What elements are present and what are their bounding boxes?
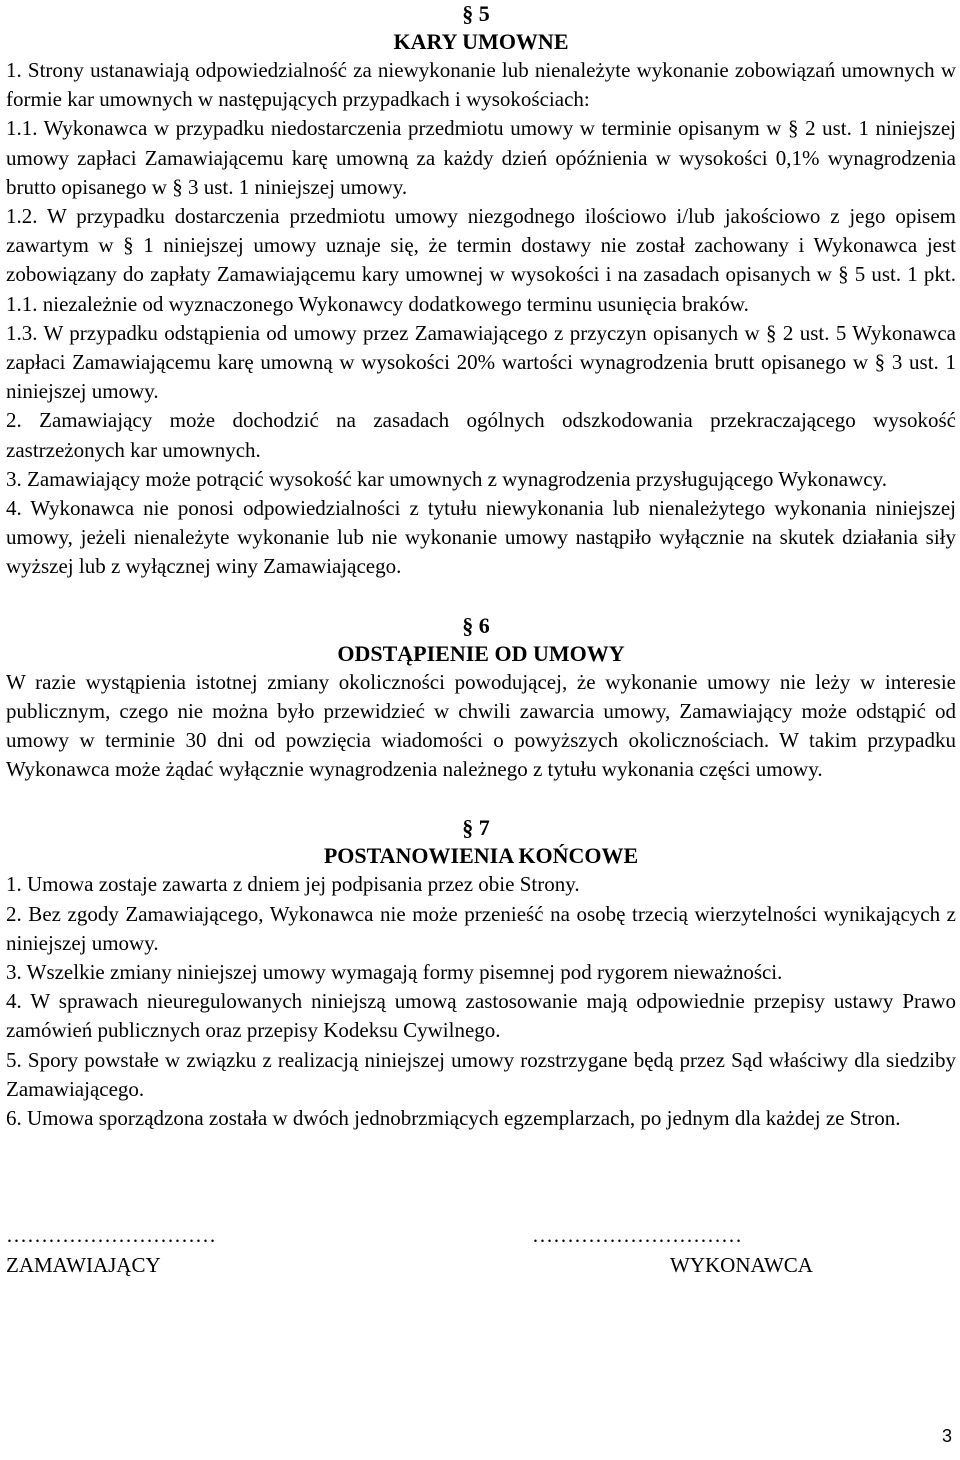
s5-paragraph: 2. Zamawiający może dochodzić na zasadach ogólnych odszkodowania przekraczającego wysokość zastrzeżonych kar umownych. (6, 408, 956, 462)
signature-line-right: ………………………… (532, 1223, 742, 1247)
page-number: 3 (941, 1426, 952, 1446)
signature-label-zamawiajacy: ZAMAWIAJĄCY (6, 1253, 161, 1277)
s5-paragraph: 1.2. W przypadku dostarczenia przedmiotu umowy niezgodnego ilościowo i/lub jakościowo z jego opisem zawartym w § 1 niniejszej umowy uznaje się, że termin dostawy nie został zachowany i Wykonawca jest zobowiązany do zapłaty Zamawiającemu kary umownej w wysokości i na zasadach opisanych w § 5 ust. 1 pkt. 1.1. niezależnie od wyznaczonego Wykonawcy dodatkowego terminu usunięcia braków. (6, 204, 956, 316)
section-5-title: KARY UMOWNE (393, 29, 569, 54)
s7-paragraph: 6. Umowa sporządzona została w dwóch jednobrzmiących egzemplarzach, po jednym dla każdej ze Stron. (6, 1106, 901, 1131)
s5-paragraph: 3. Zamawiający może potrącić wysokość kar umownych z wynagrodzenia przysługującego Wykonawcy. (6, 466, 888, 491)
section-7-number: § 7 (462, 815, 490, 841)
s6-paragraph: W razie wystąpienia istotnej zmiany okoliczności powodującej, że wykonanie umowy nie leży w interesie publicznym, czego nie można było przewidzieć w chwili zawarcia umowy, Zamawiający może odstąpić od umowy w terminie 30 dni od powzięcia wiadomości o powyższych okolicznościach. W takim przypadku Wykonawca może żądać wyłącznie wynagrodzenia należnego z tytułu wykonania części umowy. (6, 669, 956, 782)
section-6-number: § 6 (462, 612, 490, 638)
s5-paragraph: 1.1. Wykonawca w przypadku niedostarczenia przedmiotu umowy w terminie opisanym w § 2 ust. 1 niniejszej umowy zapłaci Zamawiającemu karę umowną za każdy dzień opóźnienia w wysokości 0,1% wynagrodzenia brutto opisanego w § 3 ust. 1 niniejszej umowy. (6, 116, 956, 199)
s5-paragraph: 4. Wykonawca nie ponosi odpowiedzialności z tytułu niewykonania lub nienależytego wykonania niniejszej umowy, jeżeli nienależyte wykonanie lub nie wykonanie umowy nastąpiło wyłącznie na skutek działania siły wyższej lub z wyłącznej winy Zamawiającego. (6, 496, 956, 579)
s5-paragraph: 1. Strony ustanawiają odpowiedzialność za niewykonanie lub nienależyte wykonanie zobowiązań umownych w formie kar umownych w następujących przypadkach i wysokościach: (6, 58, 956, 112)
s7-paragraph: 2. Bez zgody Zamawiającego, Wykonawca nie może przenieść na osobę trzecią wierzytelności wynikających z niniejszej umowy. (6, 901, 956, 955)
s7-paragraph: 5. Spory powstałe w związku z realizacją niniejszej umowy rozstrzygane będą przez Sąd właściwy dla siedziby Zamawiającego. (6, 1047, 956, 1101)
document-page (6, 0, 956, 1133)
s7-paragraph: 4. W sprawach nieuregulowanych niniejszą umową zastosowanie mają odpowiednie przepisy ustawy Prawo zamówień publicznych oraz przepisy Kodeksu Cywilnego. (6, 989, 956, 1043)
section-6-title: ODSTĄPIENIE OD UMOWY (337, 640, 625, 666)
s5-paragraph: 1.3. W przypadku odstąpienia od umowy przez Zamawiającego z przyczyn opisanych w § 2 ust. 5 Wykonawca zapłaci Zamawiającemu karę umowną w wysokości 20% wartości wynagrodzenia brutt opisanego w § 3 ust. 1 niniejszej umowy. (6, 320, 956, 404)
s7-paragraph: 1. Umowa zostaje zawarta z dniem jej podpisania przez obie Strony. (6, 872, 580, 897)
s7-paragraph: 3. Wszelkie zmiany niniejszej umowy wymagają formy pisemnej pod rygorem nieważności. (6, 960, 783, 985)
section-7-title: POSTANOWIENIA KOŃCOWE (323, 843, 639, 869)
section-5-number: § 5 (462, 1, 490, 26)
signature-label-wykonawca: WYKONAWCA (670, 1253, 813, 1277)
signature-line-left: ………………………… (6, 1223, 216, 1247)
